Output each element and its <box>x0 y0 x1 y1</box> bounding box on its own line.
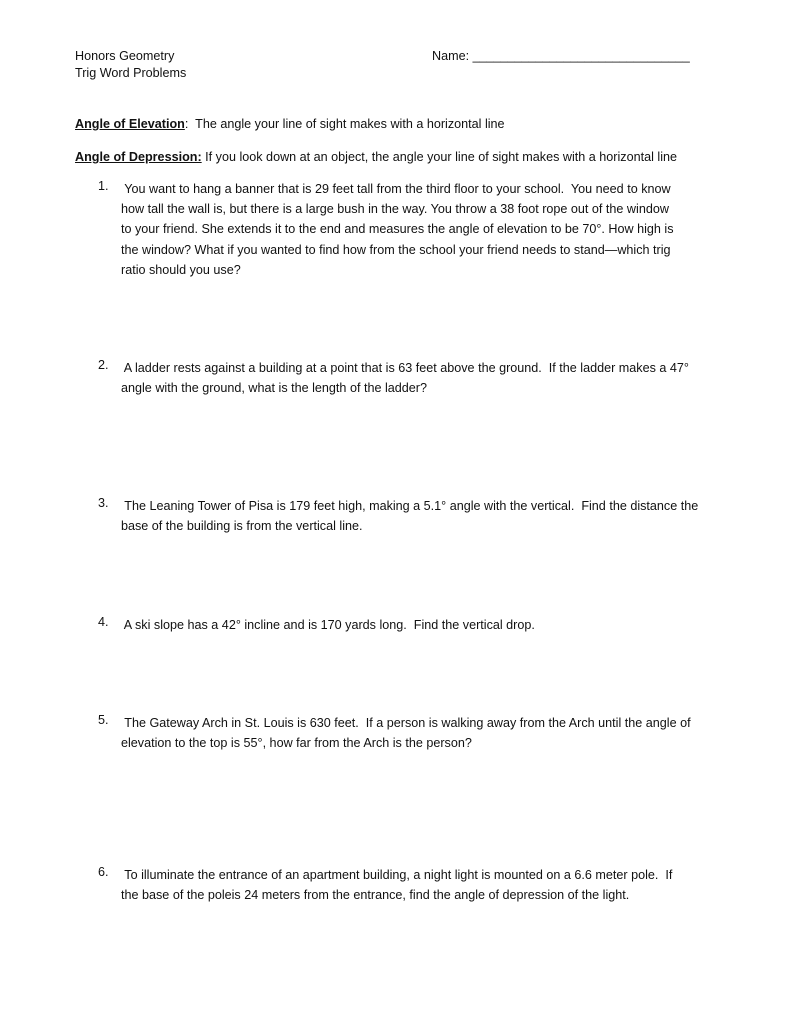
definition-text: The angle your line of sight makes with a horizontal line <box>195 117 505 131</box>
definition-separator: : <box>184 117 196 131</box>
definition-depression <box>75 147 677 167</box>
problem-text <box>121 496 721 536</box>
problem-number: 4. <box>98 615 109 629</box>
problem-line: the base of the poleis 24 meters from the entrance, find the angle of depression of the light. <box>121 888 630 903</box>
problem-text <box>121 179 721 280</box>
problem-line: The Gateway Arch in St. Louis is 630 feet. If a person is walking away from the Arch until the angle of <box>121 716 691 730</box>
definition-text: If you look down at an object, the angle your line of sight makes with a horizontal line <box>205 150 677 164</box>
definition-term: Angle of Depression: <box>75 150 202 164</box>
course-title: Honors Geometry <box>75 49 175 63</box>
name-field-label: Name: _______________________________ <box>432 49 690 63</box>
problem-text <box>121 713 721 753</box>
problem-number: 1. <box>98 179 109 193</box>
problem-number: 5. <box>98 713 109 727</box>
definition-elevation <box>75 114 505 134</box>
problem-line: To illuminate the entrance of an apartment building, a night light is mounted on a 6.6 meter pole. If <box>121 868 673 882</box>
problem-number: 6. <box>98 865 109 879</box>
problem-line: A ski slope has a 42° incline and is 170 yards long. Find the vertical drop. <box>121 618 535 632</box>
problem-line: ratio should you use? <box>121 262 241 277</box>
problem-line: You want to hang a banner that is 29 feet tall from the third floor to your school. You need to know <box>121 182 671 196</box>
problem-line: The Leaning Tower of Pisa is 179 feet high, making a 5.1° angle with the vertical. Find the distance the <box>121 499 699 513</box>
problem-line: A ladder rests against a building at a point that is 63 feet above the ground. If the ladder makes a 47° <box>121 361 689 375</box>
problem-text <box>121 615 721 635</box>
problem-number: 3. <box>98 496 109 510</box>
problem-line: the window? What if you wanted to find how from the school your friend needs to stand—which trig <box>121 242 671 257</box>
problem-number: 2. <box>98 358 109 372</box>
definition-term: Angle of Elevation <box>75 117 185 131</box>
problem-line: angle with the ground, what is the length of the ladder? <box>121 381 427 396</box>
problem-text <box>121 865 721 905</box>
problem-line: to your friend. She extends it to the end and measures the angle of elevation to be 70°. How high is <box>121 222 674 237</box>
problem-text <box>121 358 721 398</box>
problem-line: base of the building is from the vertical line. <box>121 519 363 534</box>
worksheet-subtitle: Trig Word Problems <box>75 66 187 80</box>
problem-line: how tall the wall is, but there is a large bush in the way. You throw a 38 foot rope out of the window <box>121 202 669 217</box>
problem-line: elevation to the top is 55°, how far from the Arch is the person? <box>121 736 472 751</box>
